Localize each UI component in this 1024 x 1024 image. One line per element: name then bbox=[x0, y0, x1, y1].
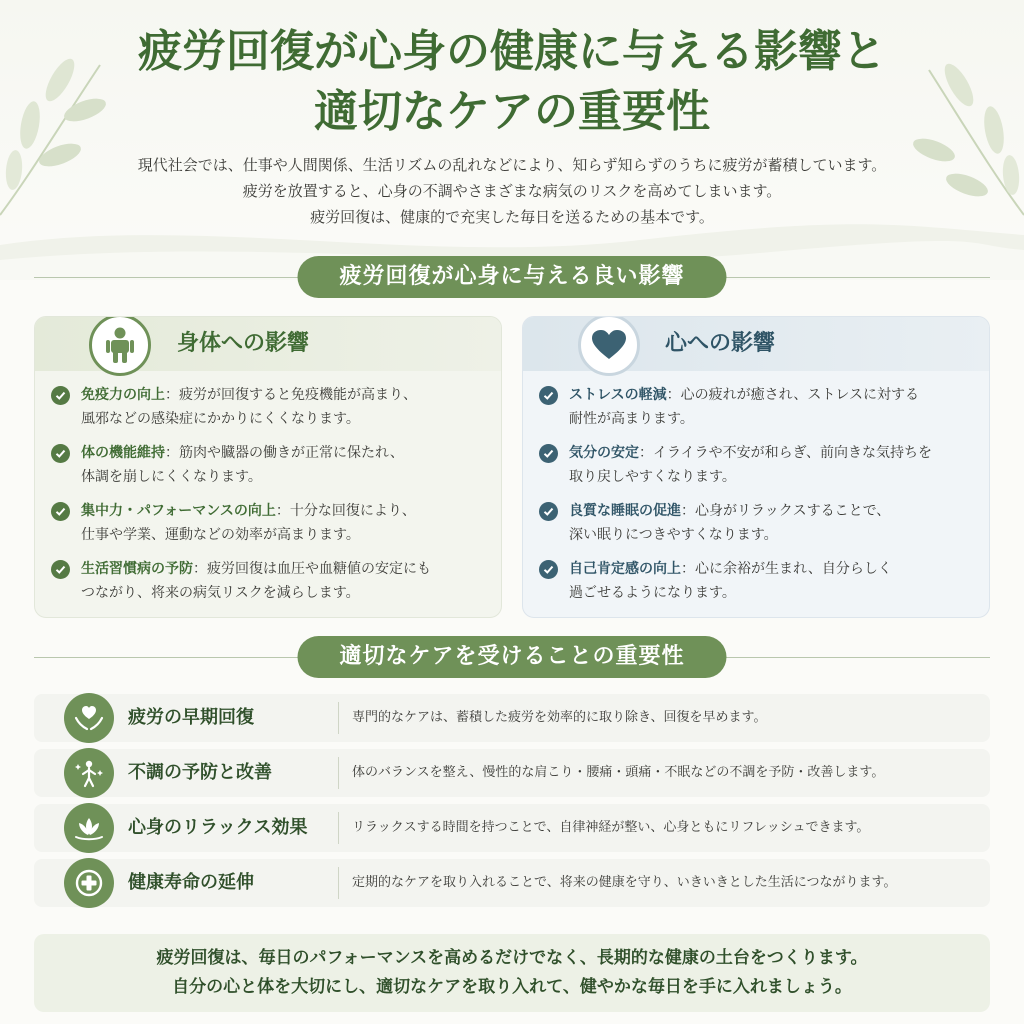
item-text-line-1: 筋肉や臓器の働きが正常に保たれ、 bbox=[179, 445, 404, 461]
care-description: 体のバランスを整え、慢性的な肩こり・腰痛・頭痛・不眠などの不調を予防・改善します。 bbox=[352, 765, 885, 780]
intro-text bbox=[0, 152, 1024, 230]
heart-hands-icon bbox=[64, 693, 114, 743]
item-text-line-1: 十分な回復により、 bbox=[289, 503, 416, 519]
effects-list bbox=[539, 383, 979, 615]
section-label: 疲労回復が心身に与える良い影響 bbox=[297, 256, 726, 298]
check-icon bbox=[51, 444, 70, 463]
list-item bbox=[51, 441, 491, 489]
item-separator: ： bbox=[639, 445, 653, 461]
item-text-line-1: 疲労回復は血圧や血糖値の安定にも bbox=[207, 561, 431, 577]
item-separator: ： bbox=[681, 503, 695, 519]
care-description: 専門的なケアは、蓄積した疲労を効率的に取り除き、回復を早めます。 bbox=[352, 710, 767, 725]
closing-message bbox=[34, 934, 990, 1012]
intro-line-3: 疲労回復は、健康的で充実した毎日を送るための基本です。 bbox=[310, 208, 714, 226]
lotus-icon bbox=[64, 803, 114, 853]
item-separator: ： bbox=[165, 445, 179, 461]
care-title: 心身のリラックス効果 bbox=[128, 817, 308, 838]
heart-icon bbox=[578, 316, 640, 376]
check-icon bbox=[539, 386, 558, 405]
item-separator: ： bbox=[165, 387, 179, 403]
item-separator: ： bbox=[193, 561, 207, 577]
body-sparkle-icon bbox=[64, 748, 114, 798]
care-description: リラックスする時間を持つことで、自律神経が整い、心身ともにリフレッシュできます。 bbox=[352, 820, 870, 835]
medical-cross-icon bbox=[64, 858, 114, 908]
intro-line-2: 疲労を放置すると、心身の不調やさまざまな病気のリスクを高めてしまいます。 bbox=[242, 182, 782, 200]
care-title: 疲労の早期回復 bbox=[128, 707, 254, 728]
check-icon bbox=[539, 444, 558, 463]
mind-effects-card bbox=[522, 316, 990, 618]
item-text-line-2: 風邪などの感染症にかかりにくくなります。 bbox=[81, 411, 360, 427]
item-term: 体の機能維持 bbox=[81, 445, 165, 461]
title-line-1: 疲労回復が心身の健康に与える影響と bbox=[138, 26, 886, 77]
item-text-line-1: 疲労が回復すると免疫機能が高まり、 bbox=[179, 387, 417, 403]
item-text-line-2: 耐性が高まります。 bbox=[569, 411, 694, 427]
item-term: ストレスの軽減 bbox=[569, 387, 667, 403]
closing-line-2: 自分の心と体を大切にし、適切なケアを取り入れて、健やかな毎日を手に入れましょう。 bbox=[172, 977, 852, 997]
care-title: 健康寿命の延伸 bbox=[128, 872, 254, 893]
list-item bbox=[51, 557, 491, 605]
list-item bbox=[539, 383, 979, 431]
closing-text bbox=[34, 944, 990, 1002]
card-title: 身体への影響 bbox=[177, 331, 310, 356]
care-row-longevity bbox=[34, 859, 990, 907]
card-title: 心への影響 bbox=[665, 331, 776, 356]
item-text-line-2: 過ごせるようになります。 bbox=[569, 585, 736, 601]
item-text-line-1: 心身がリラックスすることで、 bbox=[695, 503, 891, 519]
section-heading-effects bbox=[34, 256, 990, 300]
person-icon bbox=[89, 316, 151, 376]
list-item bbox=[539, 499, 979, 547]
list-item bbox=[51, 383, 491, 431]
item-term: 集中力・パフォーマンスの向上 bbox=[81, 503, 276, 519]
check-icon bbox=[539, 560, 558, 579]
row-divider bbox=[338, 757, 339, 789]
item-text-line-1: 心の疲れが癒され、ストレスに対する bbox=[680, 387, 920, 403]
section-label: 適切なケアを受けることの重要性 bbox=[297, 636, 726, 678]
item-term: 気分の安定 bbox=[569, 445, 639, 461]
row-divider bbox=[338, 867, 339, 899]
page-title bbox=[0, 22, 1024, 142]
check-icon bbox=[51, 386, 70, 405]
item-text-line-2: つながり、将来の病気リスクを減らします。 bbox=[81, 585, 360, 601]
title-line-2: 適切なケアの重要性 bbox=[314, 86, 710, 137]
closing-line-1: 疲労回復は、毎日のパフォーマンスを高めるだけでなく、長期的な健康の土台をつくります。 bbox=[156, 948, 868, 968]
item-term: 自己肯定感の向上 bbox=[569, 561, 681, 577]
list-item bbox=[539, 441, 979, 489]
item-text-line-1: 心に余裕が生まれ、自分らしく bbox=[695, 561, 892, 577]
row-divider bbox=[338, 702, 339, 734]
card-header bbox=[35, 317, 501, 371]
item-text-line-2: 取り戻しやすくなります。 bbox=[569, 469, 736, 485]
body-effects-card bbox=[34, 316, 502, 618]
check-icon bbox=[51, 502, 70, 521]
item-separator: ： bbox=[275, 503, 290, 519]
item-separator: ： bbox=[666, 387, 681, 403]
item-text-line-2: 体調を崩しにくくなります。 bbox=[81, 469, 262, 485]
care-row-early-recovery bbox=[34, 694, 990, 742]
row-divider bbox=[338, 812, 339, 844]
care-description: 定期的なケアを取り入れることで、将来の健康を守り、いきいきとした生活につながります。 bbox=[352, 875, 897, 890]
list-item bbox=[539, 557, 979, 605]
care-row-prevention bbox=[34, 749, 990, 797]
card-header bbox=[523, 317, 989, 371]
item-term: 良質な睡眠の促進 bbox=[569, 503, 681, 519]
list-item bbox=[51, 499, 491, 547]
care-title: 不調の予防と改善 bbox=[128, 762, 272, 783]
check-icon bbox=[51, 560, 70, 579]
effects-list bbox=[51, 383, 491, 615]
item-text-line-2: 仕事や学業、運動などの効率が高まります。 bbox=[81, 527, 360, 543]
item-text-line-2: 深い眠りにつきやすくなります。 bbox=[569, 527, 778, 543]
item-separator: ： bbox=[681, 561, 695, 577]
item-term: 免疫力の向上 bbox=[81, 387, 165, 403]
check-icon bbox=[539, 502, 558, 521]
care-row-relax bbox=[34, 804, 990, 852]
item-term: 生活習慣病の予防 bbox=[81, 561, 193, 577]
section-heading-care bbox=[34, 636, 990, 680]
item-text-line-1: イライラや不安が和らぎ、前向きな気持ちを bbox=[653, 445, 933, 461]
intro-line-1: 現代社会では、仕事や人間関係、生活リズムの乱れなどにより、知らず知らずのうちに疲労が蓄積しています。 bbox=[137, 156, 887, 174]
